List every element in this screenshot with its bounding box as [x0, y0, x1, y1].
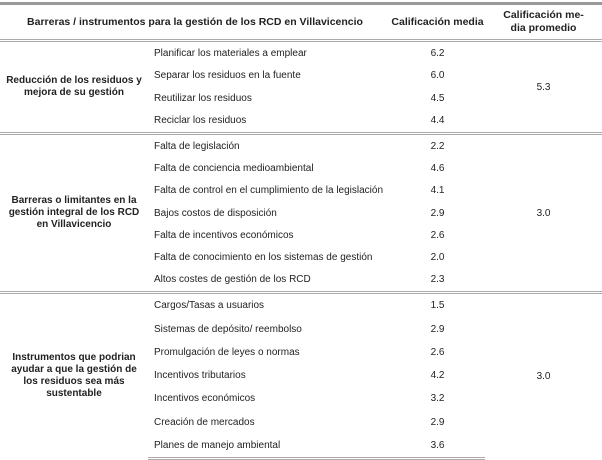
item-label: Cargos/Tasas a usuarios: [148, 293, 390, 318]
item-label: Bajos costos de disposición: [154, 207, 277, 219]
item-label: Sistemas de depósito/ reembolso: [154, 323, 302, 335]
item-value: 6.0: [430, 70, 445, 82]
group-title: Barreras o limitantes en la gestión integral de los RCD en Villavicencio: [0, 134, 148, 293]
item-label: Creación de mercados: [154, 416, 255, 428]
item-label: Falta de conocimiento en los sistemas de gestión: [154, 252, 373, 264]
group-title: Reducción de los residuos y mejora de su gestión: [0, 41, 148, 134]
item-value: 4.5: [430, 92, 445, 104]
item-value: 4.4: [430, 115, 445, 127]
item-value: 2.6: [430, 229, 445, 241]
group-title: Instrumentos que podrian ayudar a que la gestión de los residuos sea más sustentable: [0, 293, 148, 459]
item-label: Promulgación de leyes o normas: [154, 346, 300, 358]
item-value: 3.2: [430, 393, 445, 405]
header-mean: Calificación media: [391, 15, 484, 28]
item-value: 2.0: [430, 252, 445, 264]
item-label: Incentivos tributarios: [154, 370, 246, 382]
group-average: 5.3: [485, 41, 602, 134]
table-row: [0, 134, 602, 158]
table-row: [0, 293, 602, 318]
group-average: 3.0: [485, 293, 602, 459]
group-average: 3.0: [485, 134, 602, 293]
item-label: Altos costes de gestión de los RCD: [154, 274, 311, 286]
item-label: Reutilizar los residuos: [154, 92, 252, 104]
header-barrier: Barreras / instrumentos para la gestión de los RCD en Villavicencio: [27, 15, 363, 28]
item-label: Falta de control en el cumplimiento de la legislación: [154, 185, 384, 197]
item-value: 2.9: [430, 207, 445, 219]
item-value: 2.2: [390, 134, 485, 158]
rcd-table: [0, 2, 602, 460]
item-value: 2.9: [430, 323, 445, 335]
item-label: Incentivos económicos: [154, 393, 256, 405]
item-label: Separar los residuos en la fuente: [154, 70, 301, 82]
item-value: 2.3: [430, 274, 445, 286]
item-value: 1.5: [390, 293, 485, 318]
header-average: Calificación me-dia promedio: [503, 9, 584, 34]
item-value: 4.6: [430, 162, 445, 174]
item-label: Falta de conciencia medioambiental: [154, 162, 314, 174]
item-label: Falta de legislación: [148, 134, 390, 158]
item-value: 4.1: [430, 185, 445, 197]
item-value: 6.2: [390, 41, 485, 65]
item-value: 2.6: [430, 346, 445, 358]
item-value: 4.2: [430, 370, 445, 382]
header-row: [0, 4, 602, 41]
item-label: Planes de manejo ambiental: [148, 434, 390, 459]
item-value: 2.9: [430, 416, 445, 428]
item-label: Reciclar los residuos: [154, 115, 247, 127]
table-row: [0, 41, 602, 65]
item-label: Planificar los materiales a emplear: [148, 41, 390, 65]
item-label: Falta de incentivos económicos: [154, 229, 294, 241]
item-value: 3.6: [390, 434, 485, 459]
